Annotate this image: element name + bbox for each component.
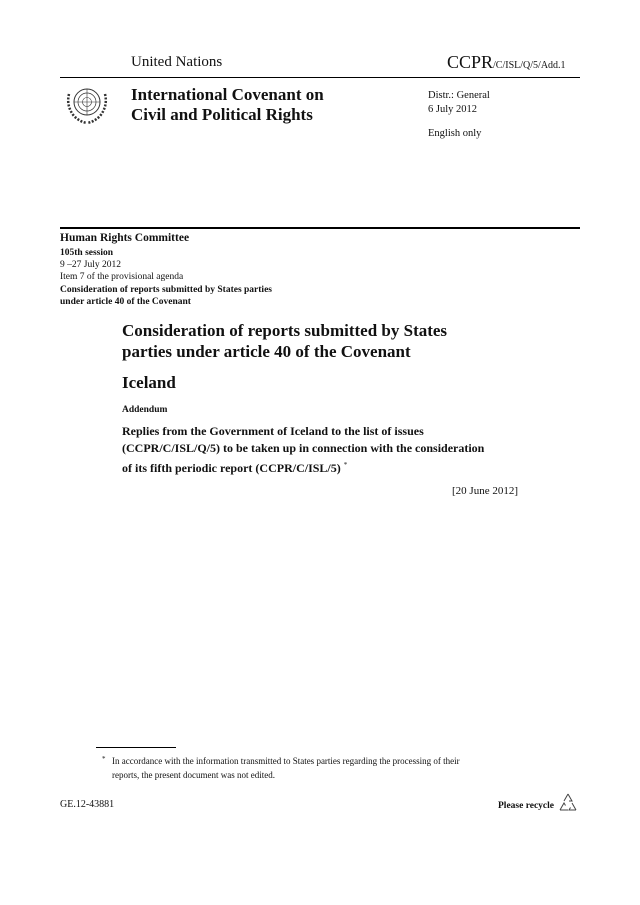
footnote-line1: In accordance with the information transmitted to States parties regarding the processing of their: [112, 756, 460, 766]
session-label: 105th session: [60, 248, 114, 258]
treaty-title-line2: Civil and Political Rights: [131, 105, 313, 124]
footnote-line2: reports, the present document was not edited.: [112, 770, 275, 780]
agenda-item: Item 7 of the provisional agenda: [60, 272, 184, 282]
recycle-label: Please recycle: [498, 801, 554, 811]
replies-heading: [122, 423, 484, 477]
committee-name: Human Rights Committee: [60, 232, 190, 244]
footnote-reference[interactable]: *: [343, 461, 348, 469]
footnote-divider: [96, 747, 176, 748]
treaty-title-line1: International Covenant on: [131, 85, 324, 104]
document-symbol: [447, 52, 566, 73]
footnote-marker: *: [102, 755, 106, 763]
recycle-icon: [556, 792, 580, 814]
addendum-label: Addendum: [122, 405, 168, 415]
country-heading: Iceland: [122, 373, 176, 392]
document-title: [122, 320, 447, 362]
header-divider: [60, 77, 580, 78]
document-title-line2: parties under article 40 of the Covenant: [122, 342, 411, 361]
un-emblem-icon: [62, 82, 112, 126]
distribution-block: [428, 89, 490, 117]
issue-date: 6 July 2012: [428, 104, 478, 115]
replies-line3: of its fifth periodic report (CCPR/C/ISL/5): [122, 461, 341, 475]
agenda-title: [60, 284, 272, 308]
document-symbol-main: CCPR: [447, 52, 494, 72]
document-symbol-suffix: /C/ISL/Q/5/Add.1: [493, 60, 566, 71]
treaty-title: [131, 85, 324, 125]
section-divider: [60, 227, 580, 229]
session-dates: 9 –27 July 2012: [60, 260, 121, 270]
distribution-label: Distr.: General: [428, 90, 490, 101]
replies-line3-wrap: [122, 457, 484, 477]
document-number: GE.12-43881: [60, 799, 115, 810]
language-note: English only: [428, 128, 482, 139]
document-title-line1: Consideration of reports submitted by States: [122, 321, 448, 340]
agenda-title-line1: Consideration of reports submitted by States parties: [60, 285, 272, 295]
agenda-title-line2: under article 40 of the Covenant: [60, 297, 191, 307]
replies-line1: Replies from the Government of Iceland to the list of issues: [122, 424, 424, 438]
replies-line2: (CCPR/C/ISL/Q/5) to be taken up in connection with the consideration: [122, 441, 485, 455]
footnote: [102, 754, 512, 782]
report-date: [20 June 2012]: [452, 485, 518, 497]
organization-label: United Nations: [131, 54, 223, 70]
